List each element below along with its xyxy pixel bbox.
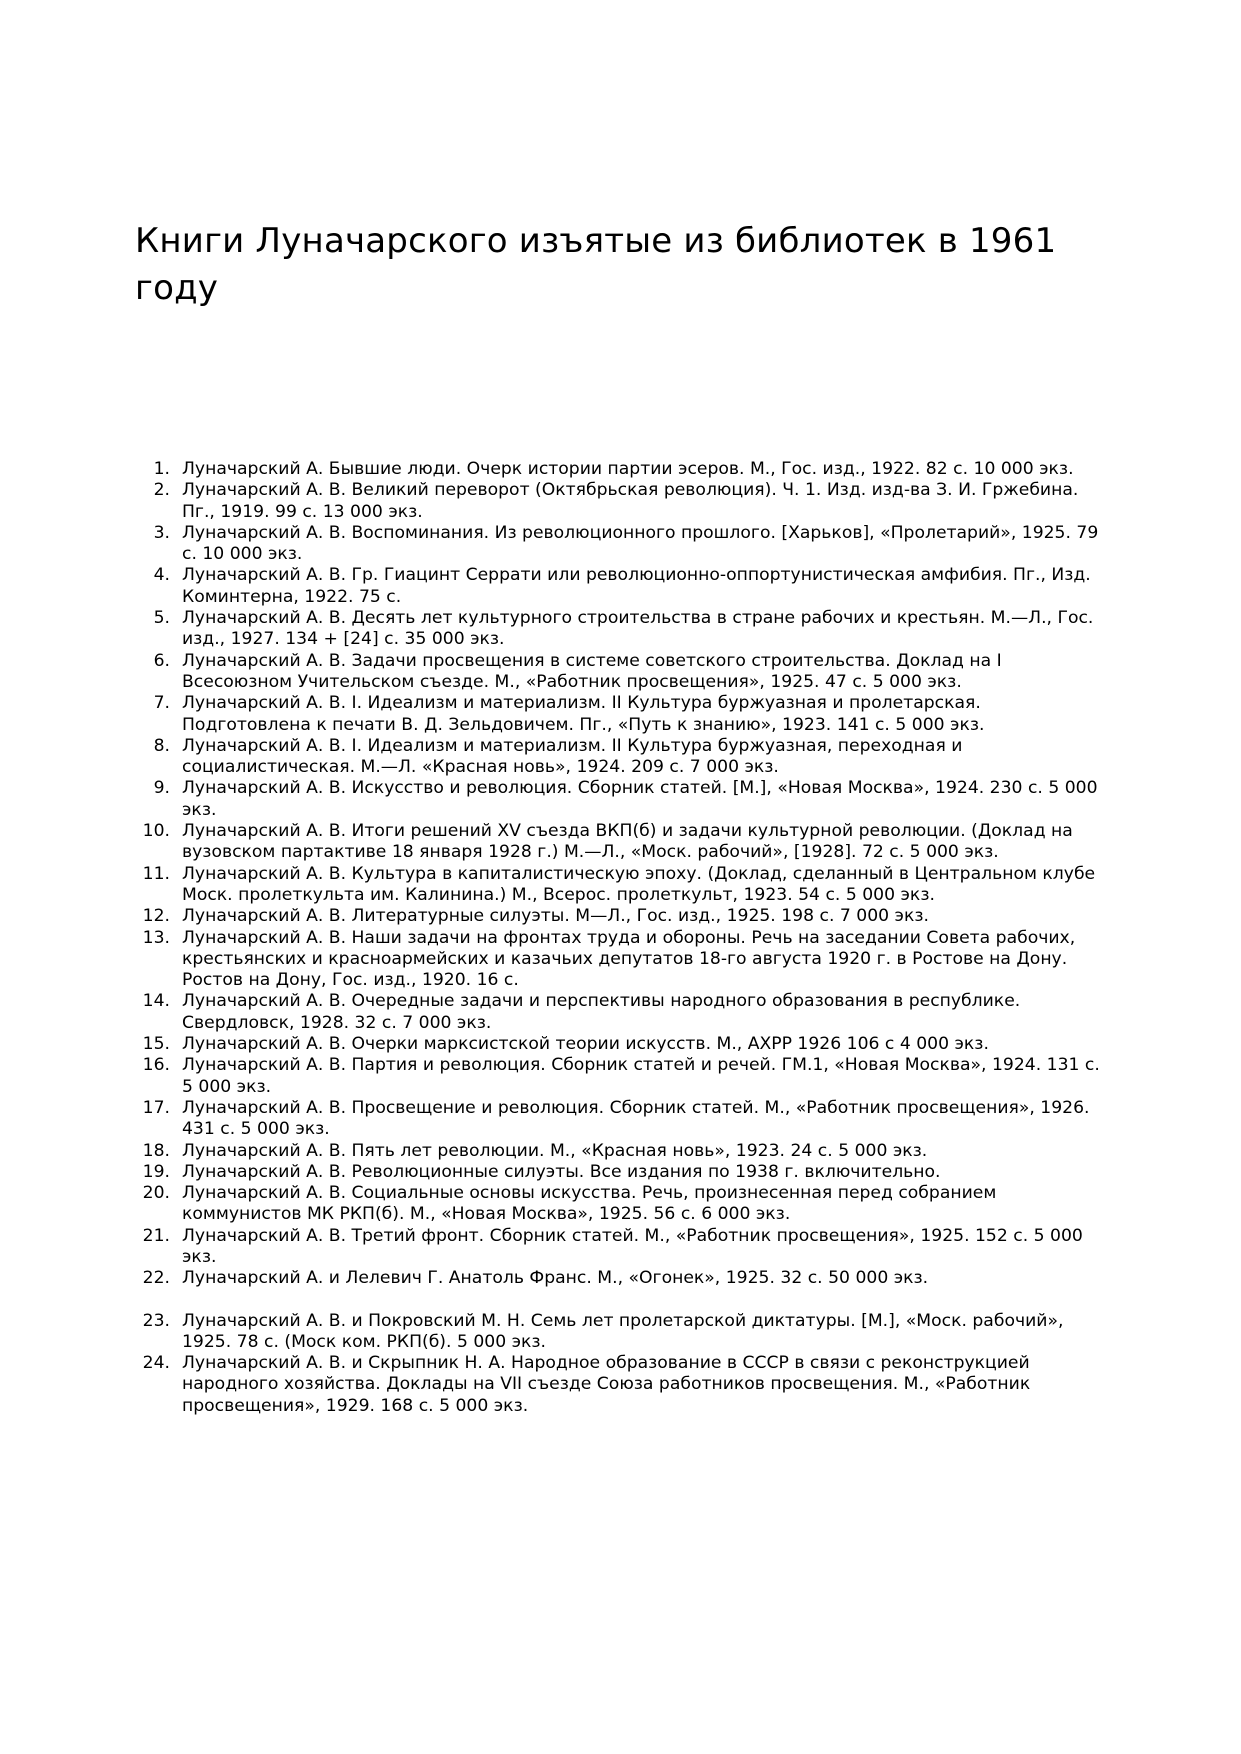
- item-text: Луначарский А. В. Великий переворот (Октябрьская революция). Ч. 1. Изд. изд-ва З. И. Гржебина. Пг., 1919. 99 с. 13 000 экз.: [182, 480, 1079, 522]
- item-number: 10.: [142, 821, 170, 842]
- book-list: [136, 459, 1111, 1417]
- item-number: 11.: [142, 863, 170, 884]
- list-item: [136, 736, 1111, 779]
- item-text: Луначарский А. В. Литературные силуэты. М—Л., Гос. изд., 1925. 198 с. 7 000 экз.: [182, 906, 929, 927]
- list-item: [136, 928, 1111, 992]
- item-text: Луначарский А. В. Культура в капиталистическую эпоху. (Доклад, сделанный в Центральном клубе Моск. пролеткульта им. Калинина.) М., Всерос. пролеткульт, 1923. 54 с. 5 000 экз.: [182, 863, 1096, 905]
- list-item: [136, 1268, 1111, 1289]
- list-item: [136, 459, 1111, 480]
- item-number: 15.: [142, 1034, 170, 1055]
- item-text: Луначарский А. В. Очерки марксистской теории искусств. М., АХРР 1926 106 с 4 000 экз.: [182, 1034, 989, 1055]
- item-number: 8.: [153, 735, 170, 756]
- item-number: 16.: [142, 1055, 170, 1076]
- list-item: [136, 523, 1111, 566]
- item-text: Луначарский А. В. Наши задачи на фронтах труда и обороны. Речь на заседании Совета рабочих, крестьянских и красноармейских и казачьих депутатов 18-го августа 1920 г. в Ростове на Дону. Ростов на Дону, Гос. изд., 1920. 16 с.: [182, 927, 1076, 991]
- list-item: [136, 1034, 1111, 1055]
- item-text: Луначарский А. В. Просвещение и революция. Сборник статей. М., «Работник просвещения», 1926. 431 с. 5 000 экз.: [182, 1097, 1090, 1140]
- item-text: Луначарский А. В. Революционные силуэты. Все издания по 1938 г. включительно.: [182, 1161, 941, 1182]
- item-text: Луначарский А. В. Социальные основы искусства. Речь, произнесенная перед собранием коммунистов МК РКП(б). М., «Новая Москва», 1925. 56 с. 6 000 экз.: [182, 1183, 997, 1225]
- list-item: [136, 608, 1111, 651]
- item-text: Луначарский А. В. Десять лет культурного строительства в стране рабочих и крестьян. М.—Л., Гос. изд., 1927. 134 + [24] с. 35 000 экз.: [182, 608, 1094, 650]
- item-number: 13.: [142, 927, 170, 948]
- item-number: 2.: [153, 480, 170, 501]
- item-number: 22.: [142, 1268, 170, 1289]
- item-text: Луначарский А. В. Партия и революция. Сборник статей и речей. ГМ.1, «Новая Москва», 1924. 131 с. 5 000 экз.: [182, 1055, 1100, 1097]
- list-item: [136, 821, 1111, 864]
- list-item: [136, 991, 1111, 1034]
- item-text: Луначарский А. Бывшие люди. Очерк истории партии эсеров. М., Гос. изд., 1922. 82 с. 10 000 экз.: [182, 459, 1074, 479]
- item-number: 23.: [142, 1310, 170, 1331]
- list-item: [136, 693, 1111, 736]
- item-number: 6.: [153, 650, 170, 671]
- item-text: Луначарский А. В. I. Идеализм и материализм. II Культура буржуазная, переходная и социалистическая. М.—Л. «Красная новь», 1924. 209 с. 7 000 экз.: [182, 735, 963, 778]
- list-item: [136, 1353, 1111, 1417]
- item-number: 24.: [142, 1353, 170, 1374]
- item-number: 7.: [153, 693, 170, 714]
- item-number: 17.: [142, 1097, 170, 1118]
- item-number: 21.: [142, 1225, 170, 1246]
- item-number: 5.: [153, 608, 170, 629]
- item-text: Луначарский А. В. Пять лет революции. М., «Красная новь», 1923. 24 с. 5 000 экз.: [182, 1140, 928, 1161]
- list-item: [136, 565, 1111, 608]
- item-number: 18.: [142, 1140, 170, 1161]
- item-text: Луначарский А. В. Воспоминания. Из революционного прошлого. [Харьков], «Пролетарий», 1925. 79 с. 10 000 экз.: [182, 522, 1099, 565]
- list-item: [136, 778, 1111, 821]
- item-text: Луначарский А. В. Гр. Гиацинт Серрати или революционно-оппортунистическая амфибия. Пг., Изд. Коминтерна, 1922. 75 с.: [182, 565, 1091, 607]
- list-item: [136, 1055, 1111, 1098]
- list-item: [136, 1226, 1111, 1269]
- item-text: Луначарский А. В. Задачи просвещения в системе советского строительства. Доклад на I Всесоюзном Учительском съезде. М., «Работник просвещения», 1925. 47 с. 5 000 экз.: [182, 650, 1002, 692]
- item-number: 3.: [153, 522, 170, 543]
- list-item: [136, 1098, 1111, 1141]
- item-text: Луначарский А. В. I. Идеализм и материализм. II Культура буржуазная и пролетарская. Подготовлена к печати В. Д. Зельдовичем. Пг., «Путь к знанию», 1923. 141 с. 5 000 экз.: [182, 693, 985, 735]
- list-item: [136, 1141, 1111, 1162]
- list-item: [136, 1183, 1111, 1226]
- item-text: Луначарский А. В. Искусство и революция. Сборник статей. [М.], «Новая Москва», 1924. 230 с. 5 000 экз.: [182, 778, 1098, 820]
- list-item: [136, 864, 1111, 907]
- item-text: Луначарский А. В. Очередные задачи и перспективы народного образования в республике. Свердловск, 1928. 32 с. 7 000 экз.: [182, 991, 1021, 1033]
- item-number: 12.: [142, 906, 170, 927]
- item-number: 19.: [142, 1161, 170, 1182]
- item-number: 9.: [153, 778, 170, 799]
- item-text: Луначарский А. В. Третий фронт. Сборник статей. М., «Работник просвещения», 1925. 152 с. 5 000 экз.: [182, 1225, 1083, 1267]
- list-item: [136, 1311, 1111, 1354]
- item-number: 20.: [142, 1183, 170, 1204]
- list-item: [136, 651, 1111, 694]
- item-text: Луначарский А. В. и Скрыпник Н. А. Народное образование в СССР в связи с реконструкцией народного хозяйства. Доклады на VII съезде Союза работников просвещения. М., «Работник просвещения», 1929. 168 с. 5 000 экз.: [182, 1353, 1031, 1416]
- item-number: 4.: [153, 565, 170, 586]
- list-item: [136, 1162, 1111, 1183]
- item-number: 1.: [153, 459, 170, 479]
- list-item: [136, 906, 1111, 927]
- page-title: Книги Луначарского изъятые из библиотек в 1961 году: [135, 221, 1057, 308]
- item-text: Луначарский А. В. и Покровский М. Н. Семь лет пролетарской диктатуры. [М.], «Моск. рабочий», 1925. 78 с. (Моск ком. РКП(б). 5 000 экз.: [182, 1310, 1064, 1352]
- item-number: 14.: [142, 991, 170, 1012]
- item-text: Луначарский А. и Лелевич Г. Анатоль Франс. М., «Огонек», 1925. 32 с. 50 000 экз.: [182, 1268, 929, 1289]
- item-text: Луначарский А. В. Итоги решений XV съезда ВКП(б) и задачи культурной революции. (Доклад на вузовском партактиве 18 января 1928 г.) М.—Л., «Моск. рабочий», [1928]. 72 с. 5 000 экз.: [182, 821, 1073, 863]
- list-item: [136, 480, 1111, 523]
